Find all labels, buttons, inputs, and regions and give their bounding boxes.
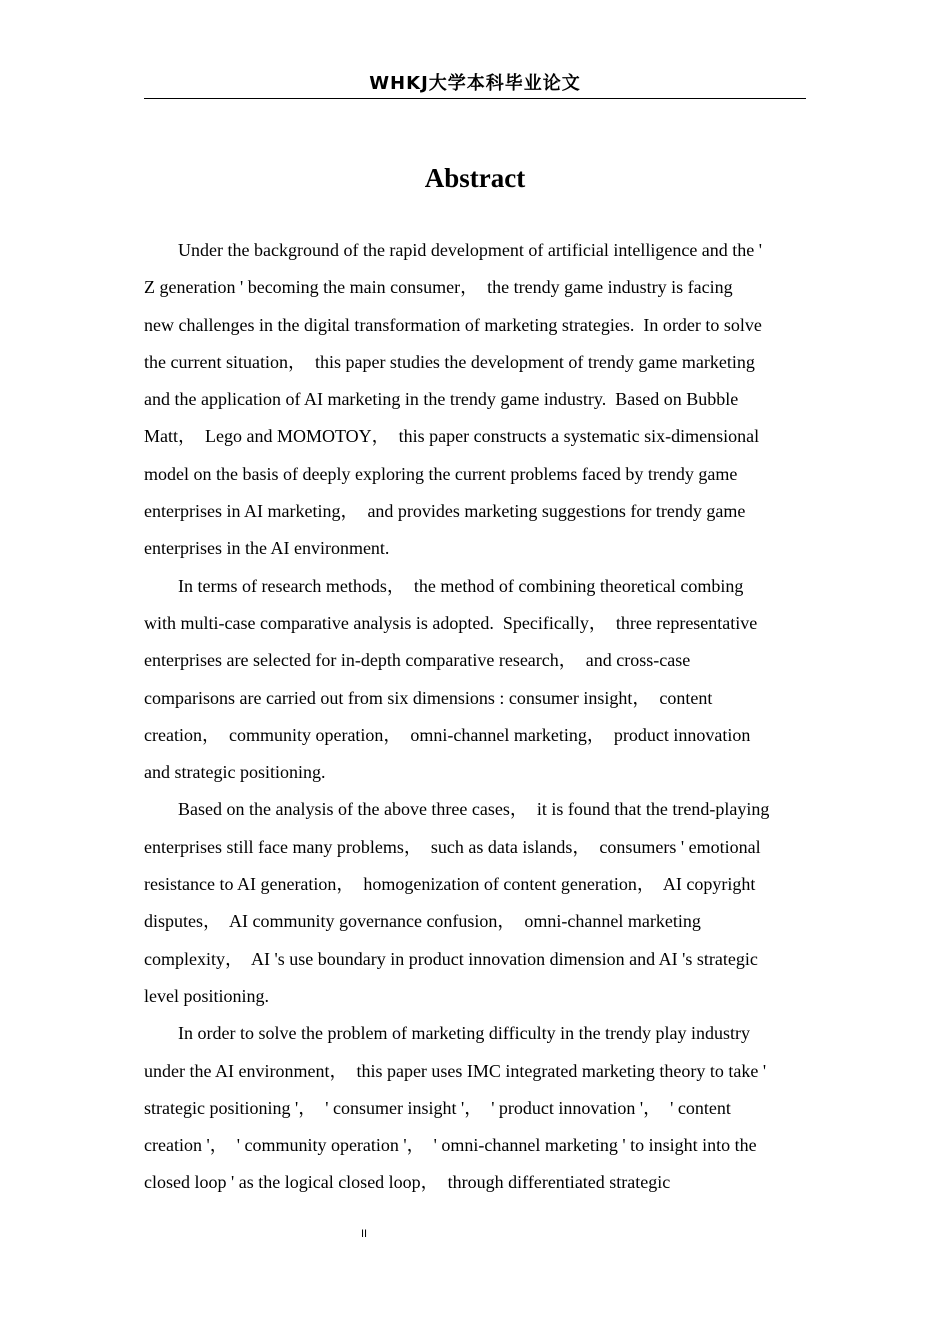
text-line: complexity， AI 's use boundary in product innovation dimension and AI 's strategic (144, 948, 758, 969)
paragraph-1 (144, 232, 806, 568)
text-line: enterprises in the AI environment. (144, 538, 390, 559)
page-number: II (360, 1228, 368, 1240)
text-line: comparisons are carried out from six dimensions : consumer insight， content (144, 687, 713, 708)
text-line: new challenges in the digital transformation of marketing strategies. In order to solve (144, 314, 762, 335)
paragraph-3 (144, 791, 806, 1015)
paragraph-4 (144, 1015, 806, 1201)
abstract-body (144, 232, 806, 1202)
text-line: level positioning. (144, 985, 269, 1006)
text-line: resistance to AI generation， homogenization of content generation， AI copyright (144, 874, 756, 895)
page-header (144, 70, 806, 99)
header-text: WHKJ大学本科毕业论文 (369, 73, 581, 94)
text-line: model on the basis of deeply exploring the current problems faced by trendy game (144, 463, 738, 484)
text-line: enterprises still face many problems， such as data islands， consumers ' emotional (144, 836, 761, 857)
text-line: closed loop ' as the logical closed loop， through differentiated strategic (144, 1172, 671, 1193)
abstract-title: Abstract (424, 163, 526, 193)
text-line: and strategic positioning. (144, 762, 326, 783)
text-line: strategic positioning '， ' consumer insight '， ' product innovation '， ' content (144, 1097, 731, 1118)
text-line: creation， community operation， omni-channel marketing， product innovation (144, 724, 751, 745)
text-line: enterprises are selected for in-depth comparative research， and cross-case (144, 650, 691, 671)
text-line: Under the background of the rapid development of artificial intelligence and the ' (178, 240, 763, 260)
text-line: enterprises in AI marketing， and provides marketing suggestions for trendy game (144, 501, 746, 522)
text-line: Matt， Lego and MOMOTOY， this paper constructs a systematic six-dimensional (144, 426, 760, 447)
text-line: Based on the analysis of the above three cases， it is found that the trend-playing (178, 799, 770, 820)
text-line: the current situation， this paper studies the development of trendy game marketing (144, 351, 755, 372)
text-line: under the AI environment， this paper uses IMC integrated marketing theory to take ' (144, 1060, 767, 1081)
paragraph-2 (144, 568, 806, 792)
text-line: and the application of AI marketing in the trendy game industry. Based on Bubble (144, 389, 739, 410)
text-line: In order to solve the problem of marketing difficulty in the trendy play industry (178, 1023, 751, 1044)
text-line: creation '， ' community operation '， ' omni-channel marketing ' to insight into the (144, 1135, 757, 1156)
text-line: disputes， AI community governance confusion， omni-channel marketing (144, 911, 701, 932)
text-line: In terms of research methods， the method of combining theoretical combing (178, 575, 744, 596)
text-line: with multi-case comparative analysis is adopted. Specifically， three representative (144, 612, 758, 633)
text-line: Z generation ' becoming the main consumer， the trendy game industry is facing (144, 277, 733, 298)
